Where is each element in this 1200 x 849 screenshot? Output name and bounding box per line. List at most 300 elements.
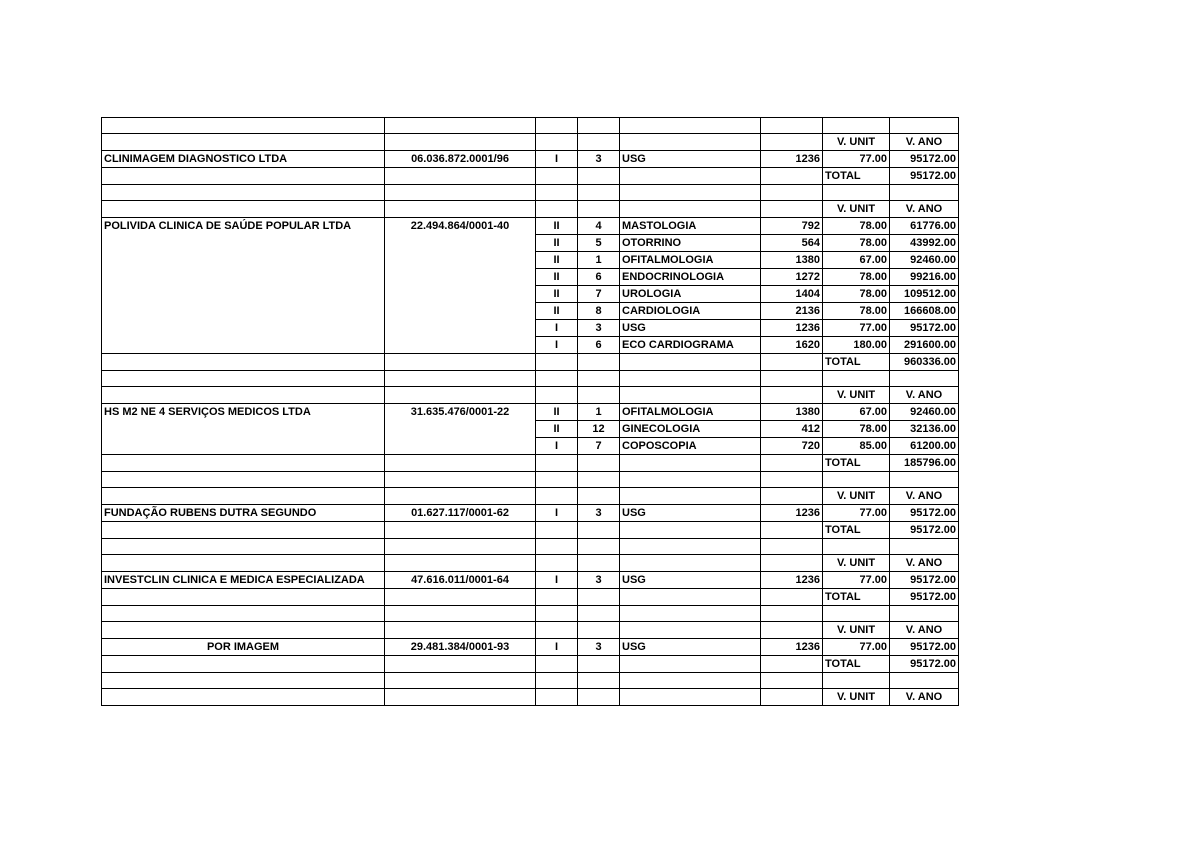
service-cell: OFITALMOLOGIA	[620, 252, 761, 269]
empty-cell	[385, 269, 536, 286]
unit-value-cell: 77.00	[823, 639, 890, 656]
empty-cell	[536, 371, 578, 387]
service-cell: OTORRINO	[620, 235, 761, 252]
tier-cell: II	[536, 404, 578, 421]
unit-value-cell: 67.00	[823, 252, 890, 269]
tier-cell: I	[536, 505, 578, 522]
table-row	[102, 151, 959, 168]
empty-cell	[102, 235, 385, 252]
service-cell: COPOSCOPIA	[620, 438, 761, 455]
empty-cell	[536, 589, 578, 606]
empty-cell	[823, 673, 890, 689]
empty-cell	[578, 673, 620, 689]
empty-cell	[102, 472, 385, 488]
code-cell: 3	[578, 151, 620, 168]
unit-value-cell: 77.00	[823, 505, 890, 522]
code-cell: 3	[578, 320, 620, 337]
empty-cell	[102, 589, 385, 606]
empty-cell	[620, 185, 761, 201]
empty-cell	[620, 656, 761, 673]
year-value-cell: 95172.00	[890, 572, 959, 589]
empty-cell	[536, 673, 578, 689]
empty-cell	[102, 539, 385, 555]
total-value: 960336.00	[890, 354, 959, 371]
empty-cell	[385, 201, 536, 218]
empty-cell	[536, 387, 578, 404]
empty-cell	[578, 555, 620, 572]
empty-cell	[385, 555, 536, 572]
provider-name: POR IMAGEM	[102, 639, 385, 656]
empty-cell	[385, 185, 536, 201]
service-cell: ECO CARDIOGRAMA	[620, 337, 761, 354]
total-row	[102, 589, 959, 606]
table-row	[102, 404, 959, 421]
empty-cell	[823, 185, 890, 201]
blank-row	[102, 371, 959, 387]
empty-cell	[823, 472, 890, 488]
empty-cell	[578, 606, 620, 622]
tier-cell: II	[536, 421, 578, 438]
empty-cell	[578, 656, 620, 673]
code-cell: 3	[578, 505, 620, 522]
empty-cell	[761, 689, 823, 706]
empty-cell	[620, 622, 761, 639]
empty-cell	[385, 673, 536, 689]
empty-cell	[578, 168, 620, 185]
unit-value-cell: 78.00	[823, 269, 890, 286]
empty-cell	[761, 522, 823, 539]
qty-cell: 1380	[761, 252, 823, 269]
empty-cell	[385, 337, 536, 354]
empty-cell	[536, 689, 578, 706]
qty-cell: 1380	[761, 404, 823, 421]
provider-cnpj: 31.635.476/0001-22	[385, 404, 536, 421]
empty-cell	[102, 168, 385, 185]
empty-cell	[761, 455, 823, 472]
header-row	[102, 387, 959, 404]
v-ano-header: V. ANO	[890, 488, 959, 505]
empty-cell	[761, 539, 823, 555]
unit-value-cell: 67.00	[823, 404, 890, 421]
total-label: TOTAL	[823, 168, 890, 185]
empty-cell	[578, 455, 620, 472]
total-value: 95172.00	[890, 522, 959, 539]
empty-cell	[620, 387, 761, 404]
table-row	[102, 252, 959, 269]
table-row	[102, 235, 959, 252]
header-row	[102, 555, 959, 572]
provider-spreadsheet	[101, 117, 959, 706]
header-row	[102, 134, 959, 151]
empty-cell	[385, 235, 536, 252]
empty-cell	[620, 522, 761, 539]
empty-cell	[536, 522, 578, 539]
empty-cell	[385, 689, 536, 706]
empty-cell	[385, 438, 536, 455]
empty-cell	[761, 555, 823, 572]
provider-name: INVESTCLIN CLINICA E MEDICA ESPECIALIZADA	[102, 572, 385, 589]
unit-value-cell: 78.00	[823, 421, 890, 438]
code-cell: 8	[578, 303, 620, 320]
total-row	[102, 168, 959, 185]
unit-value-cell: 77.00	[823, 320, 890, 337]
empty-cell	[102, 555, 385, 572]
year-value-cell: 291600.00	[890, 337, 959, 354]
tier-cell: I	[536, 639, 578, 656]
blank-row	[102, 185, 959, 201]
empty-cell	[102, 320, 385, 337]
code-cell: 7	[578, 438, 620, 455]
v-ano-header: V. ANO	[890, 622, 959, 639]
unit-value-cell: 78.00	[823, 235, 890, 252]
empty-cell	[102, 622, 385, 639]
code-cell: 7	[578, 286, 620, 303]
code-cell: 1	[578, 252, 620, 269]
empty-cell	[890, 673, 959, 689]
empty-cell	[761, 371, 823, 387]
tier-cell: II	[536, 235, 578, 252]
empty-cell	[536, 539, 578, 555]
empty-cell	[536, 455, 578, 472]
total-label: TOTAL	[823, 455, 890, 472]
year-value-cell: 95172.00	[890, 151, 959, 168]
year-value-cell: 95172.00	[890, 320, 959, 337]
tier-cell: II	[536, 269, 578, 286]
empty-cell	[102, 656, 385, 673]
tier-cell: I	[536, 320, 578, 337]
empty-cell	[761, 472, 823, 488]
table-row	[102, 572, 959, 589]
empty-cell	[385, 252, 536, 269]
table-row	[102, 218, 959, 235]
blank-row	[102, 472, 959, 488]
service-cell: CARDIOLOGIA	[620, 303, 761, 320]
v-ano-header: V. ANO	[890, 134, 959, 151]
empty-cell	[578, 118, 620, 134]
empty-cell	[385, 488, 536, 505]
year-value-cell: 32136.00	[890, 421, 959, 438]
service-cell: USG	[620, 572, 761, 589]
empty-cell	[536, 168, 578, 185]
empty-cell	[102, 252, 385, 269]
empty-cell	[890, 539, 959, 555]
empty-cell	[536, 134, 578, 151]
v-ano-header: V. ANO	[890, 387, 959, 404]
empty-cell	[102, 488, 385, 505]
v-ano-header: V. ANO	[890, 201, 959, 218]
service-cell: USG	[620, 320, 761, 337]
empty-cell	[890, 185, 959, 201]
empty-cell	[102, 201, 385, 218]
year-value-cell: 92460.00	[890, 252, 959, 269]
unit-value-cell: 180.00	[823, 337, 890, 354]
table-row	[102, 286, 959, 303]
empty-cell	[102, 522, 385, 539]
empty-cell	[620, 472, 761, 488]
empty-cell	[890, 118, 959, 134]
empty-cell	[385, 354, 536, 371]
empty-cell	[578, 185, 620, 201]
empty-cell	[578, 522, 620, 539]
empty-cell	[536, 622, 578, 639]
empty-cell	[761, 354, 823, 371]
table-row	[102, 337, 959, 354]
table-row	[102, 421, 959, 438]
table-row	[102, 303, 959, 320]
empty-cell	[102, 269, 385, 286]
code-cell: 6	[578, 337, 620, 354]
empty-cell	[761, 488, 823, 505]
year-value-cell: 166608.00	[890, 303, 959, 320]
code-cell: 12	[578, 421, 620, 438]
empty-cell	[102, 354, 385, 371]
empty-cell	[761, 606, 823, 622]
year-value-cell: 43992.00	[890, 235, 959, 252]
v-unit-header: V. UNIT	[823, 488, 890, 505]
total-value: 95172.00	[890, 168, 959, 185]
qty-cell: 720	[761, 438, 823, 455]
code-cell: 1	[578, 404, 620, 421]
total-label: TOTAL	[823, 656, 890, 673]
tier-cell: I	[536, 438, 578, 455]
provider-name: HS M2 NE 4 SERVIÇOS MEDICOS LTDA	[102, 404, 385, 421]
empty-cell	[385, 606, 536, 622]
empty-cell	[761, 673, 823, 689]
service-cell: ENDOCRINOLOGIA	[620, 269, 761, 286]
empty-cell	[385, 455, 536, 472]
code-cell: 6	[578, 269, 620, 286]
empty-cell	[102, 134, 385, 151]
provider-name: POLIVIDA CLINICA DE SAÚDE POPULAR LTDA	[102, 218, 385, 235]
empty-cell	[385, 371, 536, 387]
unit-value-cell: 77.00	[823, 572, 890, 589]
total-row	[102, 354, 959, 371]
code-cell: 3	[578, 572, 620, 589]
empty-cell	[761, 387, 823, 404]
year-value-cell: 109512.00	[890, 286, 959, 303]
empty-cell	[385, 472, 536, 488]
empty-cell	[761, 168, 823, 185]
empty-cell	[536, 354, 578, 371]
empty-cell	[620, 455, 761, 472]
empty-cell	[536, 201, 578, 218]
qty-cell: 1236	[761, 151, 823, 168]
total-value: 95172.00	[890, 656, 959, 673]
provider-cnpj: 22.494.864/0001-40	[385, 218, 536, 235]
provider-cnpj: 29.481.384/0001-93	[385, 639, 536, 656]
v-unit-header: V. UNIT	[823, 201, 890, 218]
empty-cell	[823, 371, 890, 387]
qty-cell: 1236	[761, 320, 823, 337]
empty-cell	[102, 438, 385, 455]
empty-cell	[761, 656, 823, 673]
qty-cell: 564	[761, 235, 823, 252]
empty-cell	[620, 488, 761, 505]
service-cell: UROLOGIA	[620, 286, 761, 303]
blank-row	[102, 673, 959, 689]
empty-cell	[620, 673, 761, 689]
empty-cell	[578, 488, 620, 505]
unit-value-cell: 85.00	[823, 438, 890, 455]
empty-cell	[536, 488, 578, 505]
tier-cell: II	[536, 252, 578, 269]
empty-cell	[620, 354, 761, 371]
unit-value-cell: 78.00	[823, 218, 890, 235]
blank-row	[102, 539, 959, 555]
year-value-cell: 61776.00	[890, 218, 959, 235]
table-row	[102, 505, 959, 522]
year-value-cell: 95172.00	[890, 639, 959, 656]
empty-cell	[761, 622, 823, 639]
empty-cell	[620, 539, 761, 555]
empty-cell	[102, 387, 385, 404]
empty-cell	[578, 472, 620, 488]
total-label: TOTAL	[823, 589, 890, 606]
table-row	[102, 639, 959, 656]
v-ano-header: V. ANO	[890, 689, 959, 706]
empty-cell	[578, 387, 620, 404]
qty-cell: 792	[761, 218, 823, 235]
header-row	[102, 488, 959, 505]
header-row	[102, 201, 959, 218]
blank-row	[102, 606, 959, 622]
header-row	[102, 622, 959, 639]
table-row	[102, 438, 959, 455]
service-cell: MASTOLOGIA	[620, 218, 761, 235]
v-ano-header: V. ANO	[890, 555, 959, 572]
empty-cell	[761, 185, 823, 201]
empty-cell	[102, 286, 385, 303]
empty-cell	[620, 689, 761, 706]
service-cell: USG	[620, 639, 761, 656]
empty-cell	[385, 286, 536, 303]
tier-cell: II	[536, 286, 578, 303]
qty-cell: 1236	[761, 572, 823, 589]
empty-cell	[578, 201, 620, 218]
empty-cell	[761, 201, 823, 218]
empty-cell	[761, 118, 823, 134]
unit-value-cell: 78.00	[823, 286, 890, 303]
v-unit-header: V. UNIT	[823, 387, 890, 404]
empty-cell	[620, 371, 761, 387]
provider-name: FUNDAÇÃO RUBENS DUTRA SEGUNDO	[102, 505, 385, 522]
empty-cell	[102, 689, 385, 706]
empty-cell	[385, 421, 536, 438]
empty-cell	[536, 185, 578, 201]
provider-cnpj: 06.036.872.0001/96	[385, 151, 536, 168]
table-row	[102, 320, 959, 337]
total-row	[102, 455, 959, 472]
qty-cell: 1620	[761, 337, 823, 354]
header-row	[102, 689, 959, 706]
empty-cell	[385, 589, 536, 606]
empty-cell	[823, 118, 890, 134]
unit-value-cell: 78.00	[823, 303, 890, 320]
empty-cell	[620, 168, 761, 185]
v-unit-header: V. UNIT	[823, 689, 890, 706]
code-cell: 4	[578, 218, 620, 235]
empty-cell	[578, 689, 620, 706]
empty-cell	[620, 134, 761, 151]
v-unit-header: V. UNIT	[823, 555, 890, 572]
total-value: 185796.00	[890, 455, 959, 472]
year-value-cell: 92460.00	[890, 404, 959, 421]
empty-cell	[536, 656, 578, 673]
empty-cell	[890, 606, 959, 622]
empty-cell	[578, 354, 620, 371]
qty-cell: 1404	[761, 286, 823, 303]
empty-cell	[578, 622, 620, 639]
empty-cell	[620, 555, 761, 572]
code-cell: 3	[578, 639, 620, 656]
tier-cell: I	[536, 151, 578, 168]
empty-cell	[578, 371, 620, 387]
empty-cell	[620, 589, 761, 606]
empty-cell	[385, 539, 536, 555]
empty-cell	[761, 134, 823, 151]
qty-cell: 1236	[761, 505, 823, 522]
table-row	[102, 269, 959, 286]
empty-cell	[102, 421, 385, 438]
unit-value-cell: 77.00	[823, 151, 890, 168]
empty-cell	[578, 589, 620, 606]
qty-cell: 1236	[761, 639, 823, 656]
v-unit-header: V. UNIT	[823, 622, 890, 639]
empty-cell	[102, 185, 385, 201]
empty-cell	[890, 371, 959, 387]
empty-cell	[385, 320, 536, 337]
empty-cell	[620, 118, 761, 134]
empty-cell	[761, 589, 823, 606]
empty-cell	[102, 455, 385, 472]
code-cell: 5	[578, 235, 620, 252]
empty-cell	[823, 606, 890, 622]
empty-cell	[385, 134, 536, 151]
empty-cell	[385, 118, 536, 134]
empty-cell	[620, 606, 761, 622]
empty-cell	[102, 303, 385, 320]
total-value: 95172.00	[890, 589, 959, 606]
empty-cell	[385, 622, 536, 639]
year-value-cell: 61200.00	[890, 438, 959, 455]
tier-cell: II	[536, 218, 578, 235]
empty-cell	[385, 656, 536, 673]
tier-cell: I	[536, 572, 578, 589]
tier-cell: II	[536, 303, 578, 320]
empty-cell	[385, 303, 536, 320]
v-unit-header: V. UNIT	[823, 134, 890, 151]
qty-cell: 412	[761, 421, 823, 438]
empty-cell	[102, 673, 385, 689]
provider-cnpj: 01.627.117/0001-62	[385, 505, 536, 522]
service-cell: GINECOLOGIA	[620, 421, 761, 438]
total-row	[102, 522, 959, 539]
qty-cell: 1272	[761, 269, 823, 286]
empty-cell	[823, 539, 890, 555]
qty-cell: 2136	[761, 303, 823, 320]
empty-cell	[385, 387, 536, 404]
empty-cell	[578, 134, 620, 151]
total-label: TOTAL	[823, 522, 890, 539]
year-value-cell: 95172.00	[890, 505, 959, 522]
blank-row	[102, 118, 959, 134]
empty-cell	[578, 539, 620, 555]
empty-cell	[385, 168, 536, 185]
empty-cell	[102, 606, 385, 622]
empty-cell	[385, 522, 536, 539]
total-row	[102, 656, 959, 673]
provider-name: CLINIMAGEM DIAGNOSTICO LTDA	[102, 151, 385, 168]
